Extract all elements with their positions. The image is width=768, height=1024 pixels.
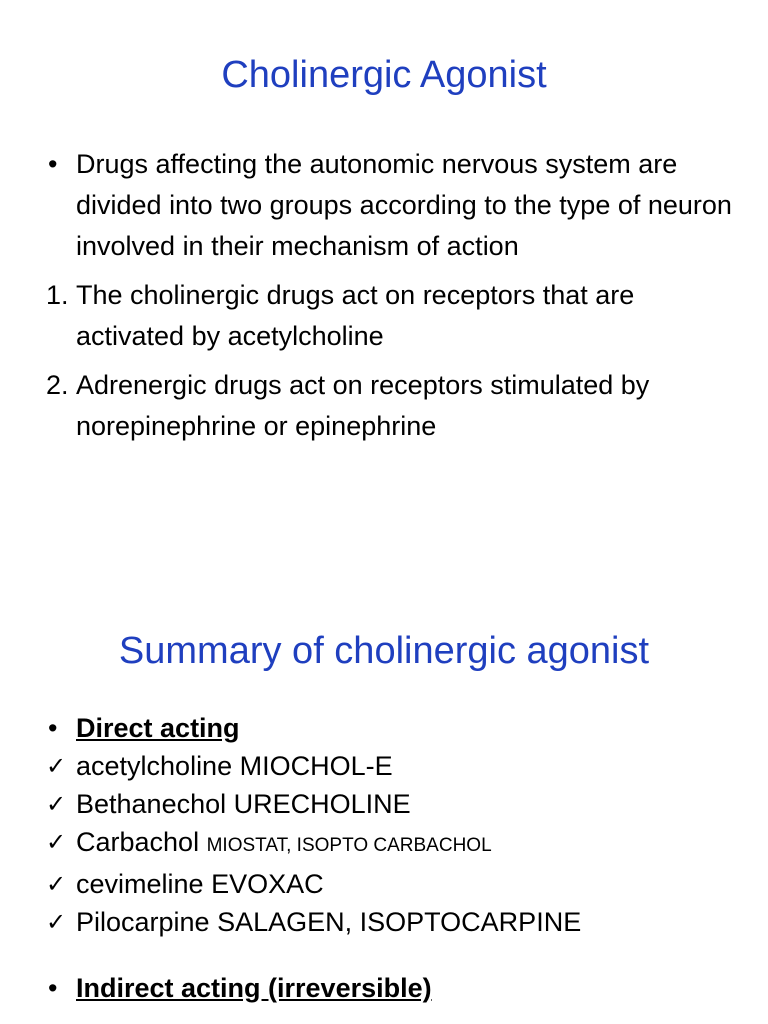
slide-summary-cholinergic-agonist xyxy=(0,600,768,1024)
drug-item xyxy=(46,903,736,941)
direct-acting-heading xyxy=(46,709,736,747)
slide-title: Cholinergic Agonist xyxy=(221,54,547,96)
slide-body xyxy=(46,709,736,1007)
checkmark-icon: ✓ xyxy=(46,870,67,898)
slide-title: Summary of cholinergic agonist xyxy=(118,630,650,672)
checkmark-icon: ✓ xyxy=(46,908,67,936)
item-text: Adrenergic drugs act on receptors stimulated by norepinephrine or epinephrine xyxy=(76,370,650,441)
checkmark-icon: ✓ xyxy=(46,828,67,856)
item-text: The cholinergic drugs act on receptors that are activated by acetylcholine xyxy=(76,280,635,351)
item-number: 2. xyxy=(46,370,69,400)
item-number: 1. xyxy=(46,280,69,310)
bullet-icon: • xyxy=(48,149,58,179)
drug-item xyxy=(46,865,736,903)
intro-bullet xyxy=(46,144,736,267)
drug-name: Carbachol xyxy=(76,827,200,857)
indirect-acting-heading xyxy=(46,969,736,1007)
drug-name: Bethanechol xyxy=(76,789,227,819)
brand-name: MIOSTAT, ISOPTO CARBACHOL xyxy=(206,835,492,856)
spacer xyxy=(46,941,736,969)
brand-name: SALAGEN, ISOPTOCARPINE xyxy=(217,907,582,937)
drug-name: Pilocarpine xyxy=(76,907,210,937)
heading-text: Direct acting xyxy=(76,713,240,743)
drug-item xyxy=(46,785,736,823)
drug-name: cevimeline xyxy=(76,869,204,899)
slide-body xyxy=(46,144,736,447)
drug-name: acetylcholine xyxy=(76,751,233,781)
checkmark-icon: ✓ xyxy=(46,790,67,818)
checkmark-icon: ✓ xyxy=(46,752,67,780)
intro-text: Drugs affecting the autonomic nervous system are divided into two groups according to the type of neuron involved in their mechanism of action xyxy=(76,149,732,261)
drug-item xyxy=(46,747,736,785)
drug-item xyxy=(46,823,736,865)
brand-name: URECHOLINE xyxy=(233,789,411,819)
brand-name: EVOXAC xyxy=(211,869,324,899)
numbered-item-1 xyxy=(46,275,736,357)
bullet-icon: • xyxy=(48,713,58,743)
heading-text: Indirect acting (irreversible) xyxy=(76,973,432,1003)
numbered-item-2 xyxy=(46,365,736,447)
bullet-icon: • xyxy=(48,973,58,1003)
brand-name: MIOCHOL-E xyxy=(239,751,393,781)
